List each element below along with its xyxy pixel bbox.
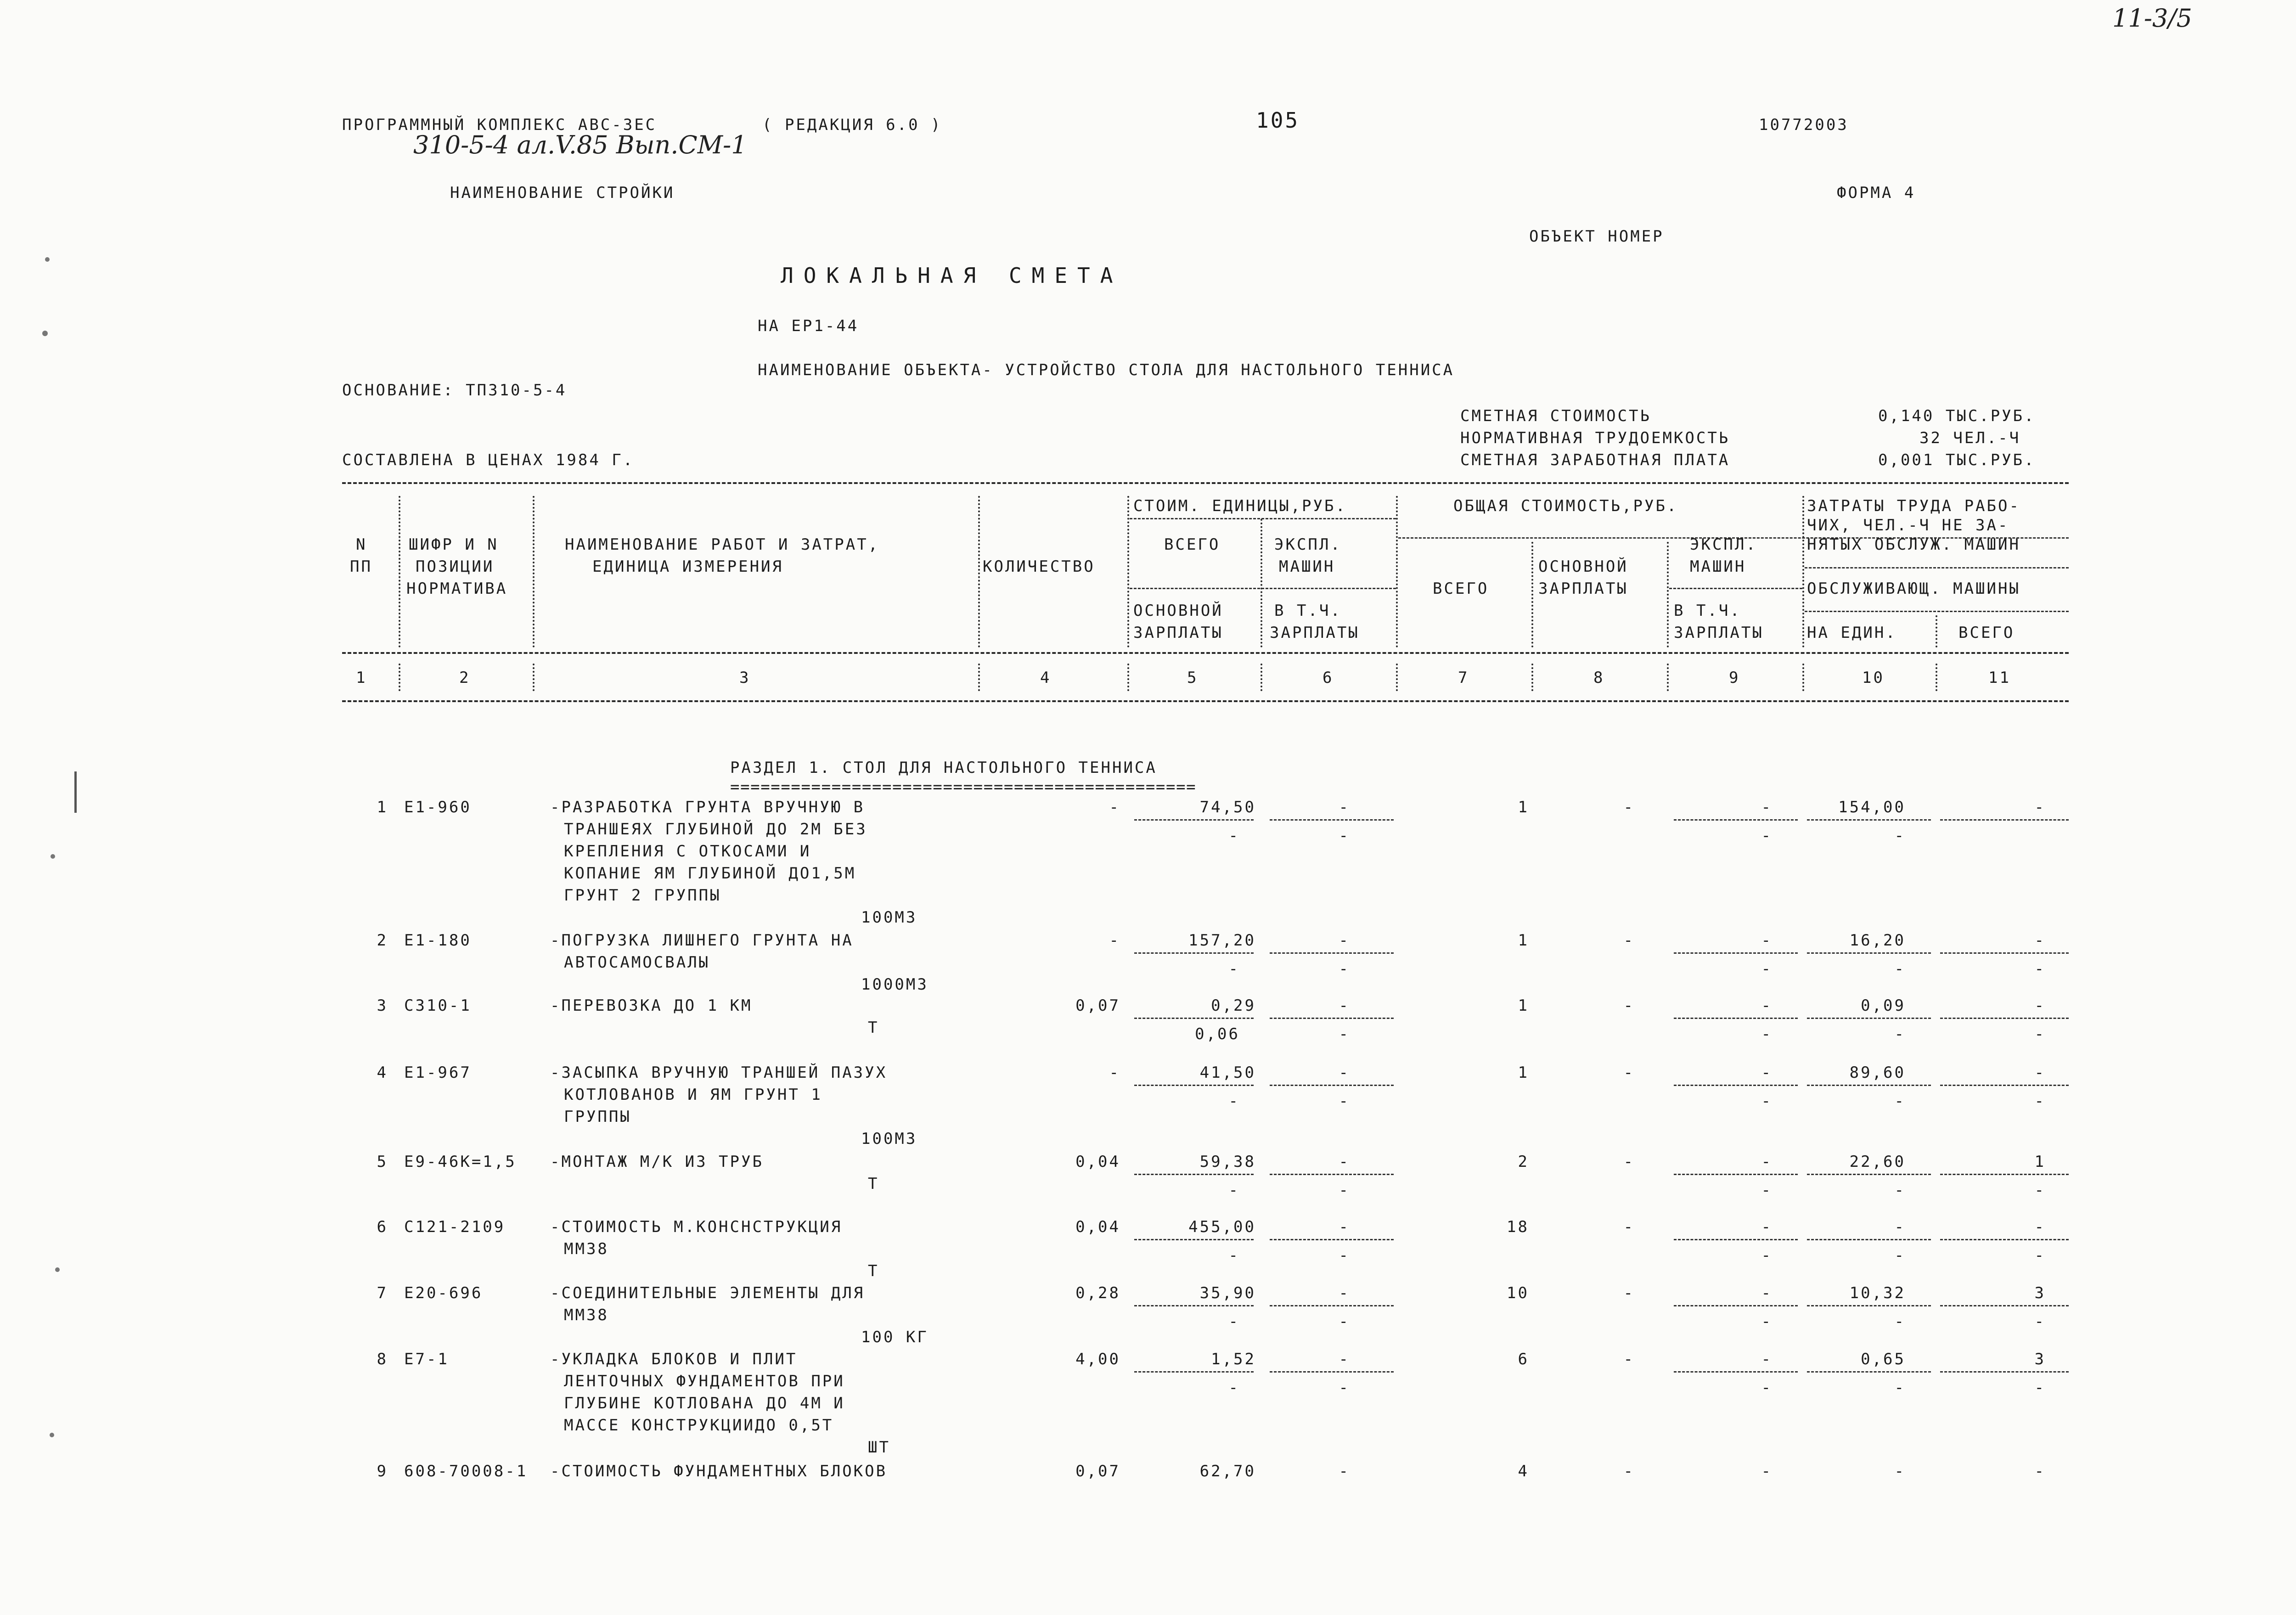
section-underline: ============================================== — [730, 778, 1197, 796]
row-number: 3 — [377, 996, 388, 1015]
cell-subrule — [1940, 1174, 2069, 1175]
hdr-total-ekspl: ЭКСПЛ. — [1690, 535, 1757, 554]
hdr-total-zarplaty-2: ЗАРПЛАТЫ — [1674, 624, 1764, 642]
object-name: НАИМЕНОВАНИЕ ОБЪЕКТА- УСТРОЙСТВО СТОЛА ДЛЯ НАСТОЛЬНОГО ТЕННИСА — [758, 361, 1455, 379]
row-number: 6 — [377, 1218, 388, 1236]
colnum-4: 4 — [1040, 669, 1052, 687]
cell-subrule — [1940, 1018, 2069, 1019]
cell-subrule — [1674, 1174, 1798, 1175]
hdr-total-vtch: В Т.Ч. — [1674, 602, 1741, 620]
cell-subrule — [1940, 1305, 2069, 1306]
row-labor-m-total: - — [2034, 1379, 2046, 1397]
row-code: С310-1 — [404, 996, 472, 1015]
sostavlena: СОСТАВЛЕНА В ЦЕНАХ 1984 Г. — [342, 451, 635, 469]
hdr-labor-2: ЧИХ, ЧЕЛ.-Ч НЕ ЗА- — [1807, 516, 2009, 535]
row-code: Е1-180 — [404, 931, 472, 950]
col-sep — [1936, 615, 1937, 647]
row-number: 8 — [377, 1350, 388, 1368]
cell-subrule — [1807, 819, 1931, 821]
row-total: 1 — [1518, 931, 1529, 950]
col-sep — [1396, 664, 1398, 691]
scan-speck — [51, 854, 55, 859]
hdr-unit-cost: СТОИМ. ЕДИНИЦЫ,РУБ. — [1133, 497, 1347, 515]
col-sep — [399, 664, 400, 691]
row-total-wage: - — [1623, 931, 1635, 950]
cell-subrule — [1940, 1085, 2069, 1086]
row-name-line: -РАЗРАБОТКА ГРУНТА ВРУЧНУЮ В — [550, 798, 865, 816]
hdr-total-zarplaty: ЗАРПЛАТЫ — [1538, 580, 1628, 598]
hdr-n: N — [356, 535, 367, 554]
row-qty: - — [1109, 1064, 1120, 1082]
col-sep — [1531, 664, 1533, 691]
hdr-pp: ПП — [350, 557, 372, 576]
row-total-wage: - — [1623, 798, 1635, 816]
row-unit-total: 35,90 — [1199, 1284, 1256, 1302]
row-unit-vtch: - — [1339, 960, 1350, 978]
row-total: 4 — [1518, 1462, 1529, 1480]
row-unit-mach: - — [1339, 1462, 1350, 1480]
row-qty: 0,28 — [1075, 1284, 1120, 1302]
row-unit-mach: - — [1339, 1350, 1350, 1368]
row-labor-unit: - — [1894, 1462, 1906, 1480]
header-subrule — [1805, 611, 2069, 612]
row-total-wage: - — [1623, 1218, 1635, 1236]
row-name-line: -СОЕДИНИТЕЛЬНЫЕ ЭЛЕМЕНТЫ ДЛЯ — [550, 1284, 865, 1302]
header-subrule — [1130, 588, 1396, 589]
row-labor-unit: 154,00 — [1838, 798, 1906, 816]
header-subrule — [1805, 567, 2069, 568]
row-name-line: -МОНТАЖ М/К ИЗ ТРУБ — [550, 1153, 764, 1171]
row-labor-m-unit: - — [1894, 1379, 1906, 1397]
row-code: Е7-1 — [404, 1350, 449, 1368]
cell-subrule — [1134, 1239, 1254, 1240]
row-labor-m-total: - — [2034, 1181, 2046, 1199]
cell-subrule — [1807, 1174, 1931, 1175]
row-total-mach: - — [1761, 1462, 1773, 1480]
row-unit: Т — [868, 1019, 879, 1037]
row-name-line: МАССЕ КОНСТРУКЦИИДО 0,5Т — [564, 1416, 834, 1435]
row-total-vtch: - — [1761, 827, 1773, 845]
handwritten-reference: 310-5-4 ал.V.85 Вып.СМ-1 — [413, 130, 747, 159]
row-total-vtch: - — [1761, 1181, 1773, 1199]
cell-subrule — [1270, 1018, 1394, 1019]
colnum-2: 2 — [459, 669, 471, 687]
col-sep — [1936, 664, 1937, 691]
row-number: 1 — [377, 798, 388, 816]
col-sep — [1261, 519, 1262, 647]
row-labor-total: - — [2034, 1064, 2046, 1082]
row-labor-m-unit: - — [1894, 1246, 1906, 1265]
row-labor-m-total: - — [2034, 960, 2046, 978]
summary-value-wage: 0,001 ТЫС.РУБ. — [1878, 451, 2036, 469]
row-labor-total: - — [2034, 1218, 2046, 1236]
row-total: 10 — [1507, 1284, 1529, 1302]
section-title: РАЗДЕЛ 1. СТОЛ ДЛЯ НАСТОЛЬНОГО ТЕННИСА — [730, 759, 1157, 777]
row-code: 608-70008-1 — [404, 1462, 528, 1480]
row-total: 18 — [1507, 1218, 1529, 1236]
row-unit-total: 62,70 — [1199, 1462, 1256, 1480]
row-labor-unit: 0,09 — [1861, 996, 1906, 1015]
hdr-labor-4: ОБСЛУЖИВАЮЩ. МАШИНЫ — [1807, 580, 2020, 598]
cell-subrule — [1134, 952, 1254, 954]
hdr-unit-ekspl: ЭКСПЛ. — [1274, 535, 1342, 554]
hdr-total-vsego: ВСЕГО — [1433, 580, 1489, 598]
row-unit-wage: - — [1228, 1092, 1240, 1110]
row-code: Е20-696 — [404, 1284, 483, 1302]
row-labor-m-total: - — [2034, 1312, 2046, 1331]
corner-mark: 11-3/5 — [2112, 4, 2192, 33]
row-labor-total: - — [2034, 931, 2046, 950]
row-name-line: ММ38 — [564, 1306, 609, 1324]
row-total-mach: - — [1761, 1350, 1773, 1368]
cell-subrule — [1940, 952, 2069, 954]
cell-subrule — [1134, 1371, 1254, 1373]
cell-subrule — [1270, 952, 1394, 954]
hdr-labor-3: НЯТЫХ ОБСЛУЖ. МАШИН — [1807, 535, 2020, 554]
row-number: 5 — [377, 1153, 388, 1171]
row-qty: 0,07 — [1075, 1462, 1120, 1480]
row-unit-mach: - — [1339, 931, 1350, 950]
row-unit: 100М3 — [861, 1130, 917, 1148]
cell-subrule — [1674, 1085, 1798, 1086]
cell-subrule — [1134, 1085, 1254, 1086]
col-sep — [1802, 664, 1804, 691]
row-total-wage: - — [1623, 996, 1635, 1015]
cell-subrule — [1270, 1174, 1394, 1175]
scan-speck — [42, 331, 48, 336]
form-label: ФОРМА 4 — [1837, 184, 1916, 202]
osnovanie: ОСНОВАНИЕ: ТП310-5-4 — [342, 381, 567, 400]
cell-subrule — [1807, 1305, 1931, 1306]
row-labor-unit: 16,20 — [1849, 931, 1906, 950]
row-name-line: ГЛУБИНЕ КОТЛОВАНА ДО 4М И — [564, 1394, 845, 1412]
row-qty: 0,04 — [1075, 1218, 1120, 1236]
row-unit: Т — [868, 1175, 879, 1193]
row-total-wage: - — [1623, 1153, 1635, 1171]
hdr-shifr-1: ШИФР И N — [409, 535, 499, 554]
row-unit-total: 74,50 — [1199, 798, 1256, 816]
row-unit-wage: - — [1228, 1181, 1240, 1199]
hdr-unit-mashin: МАШИН — [1279, 557, 1335, 576]
row-total: 2 — [1518, 1153, 1529, 1171]
cell-subrule — [1270, 1085, 1394, 1086]
row-labor-unit: - — [1894, 1218, 1906, 1236]
colnum-6: 6 — [1322, 669, 1334, 687]
row-labor-unit: 10,32 — [1849, 1284, 1906, 1302]
row-total-mach: - — [1761, 798, 1773, 816]
row-total-vtch: - — [1761, 1246, 1773, 1265]
row-total-mach: - — [1761, 1284, 1773, 1302]
row-total: 1 — [1518, 798, 1529, 816]
row-name-line: КРЕПЛЕНИЯ С ОТКОСАМИ И — [564, 842, 811, 861]
hdr-unit-osnovnoy: ОСНОВНОЙ — [1133, 602, 1223, 620]
row-labor-total: - — [2034, 1462, 2046, 1480]
cell-subrule — [1674, 1239, 1798, 1240]
row-total-vtch: - — [1761, 960, 1773, 978]
colnum-10: 10 — [1862, 669, 1885, 687]
cell-subrule — [1807, 1239, 1931, 1240]
hdr-total-cost: ОБЩАЯ СТОИМОСТЬ,РУБ. — [1453, 497, 1678, 515]
header-subrule — [1669, 588, 1802, 589]
cell-subrule — [1134, 1018, 1254, 1019]
colnum-9: 9 — [1729, 669, 1740, 687]
scan-speck — [55, 1267, 60, 1272]
col-sep — [978, 496, 980, 647]
table-top-rule — [342, 482, 2069, 484]
cell-subrule — [1807, 952, 1931, 954]
cell-subrule — [1134, 819, 1254, 821]
row-unit: Т — [868, 1262, 879, 1280]
cell-subrule — [1674, 1371, 1798, 1373]
row-unit-total: 455,00 — [1188, 1218, 1256, 1236]
cell-subrule — [1134, 1174, 1254, 1175]
cell-subrule — [1674, 1018, 1798, 1019]
row-qty: - — [1109, 798, 1120, 816]
row-number: 7 — [377, 1284, 388, 1302]
row-name-line: КОТЛОВАНОВ И ЯМ ГРУНТ 1 — [564, 1086, 822, 1104]
row-unit-vtch: - — [1339, 1312, 1350, 1331]
row-number: 9 — [377, 1462, 388, 1480]
row-number: 2 — [377, 931, 388, 950]
row-unit: 100М3 — [861, 908, 917, 927]
hdr-shifr-2: ПОЗИЦИИ — [416, 557, 495, 576]
hdr-name-1: НАИМЕНОВАНИЕ РАБОТ И ЗАТРАТ, — [565, 535, 880, 554]
row-total-vtch: - — [1761, 1092, 1773, 1110]
row-unit-vtch: - — [1339, 1246, 1350, 1265]
row-labor-m-total: - — [2034, 1025, 2046, 1043]
row-total-wage: - — [1623, 1284, 1635, 1302]
row-name-line: -ПОГРУЗКА ЛИШНЕГО ГРУНТА НА — [550, 931, 854, 950]
row-unit-mach: - — [1339, 1153, 1350, 1171]
stroyka-label: НАИМЕНОВАНИЕ СТРОЙКИ — [450, 184, 675, 202]
row-unit-total: 59,38 — [1199, 1153, 1256, 1171]
row-labor-m-unit: - — [1894, 827, 1906, 845]
table-header-rule — [342, 652, 2069, 654]
cell-subrule — [1674, 819, 1798, 821]
row-labor-total: - — [2034, 798, 2046, 816]
scan-mark — [74, 771, 77, 813]
hdr-labor-unit: НА ЕДИН. — [1807, 624, 1897, 642]
cell-subrule — [1674, 952, 1798, 954]
row-code: Е1-960 — [404, 798, 472, 816]
cell-subrule — [1270, 819, 1394, 821]
col-sep — [1127, 496, 1129, 647]
row-unit-total: 1,52 — [1211, 1350, 1256, 1368]
col-sep — [1396, 496, 1398, 647]
col-sep — [533, 664, 535, 691]
cell-subrule — [1270, 1239, 1394, 1240]
row-labor-total: - — [2034, 996, 2046, 1015]
summary-value-labor: 32 ЧЕЛ.-Ч — [1919, 429, 2021, 447]
edition-label: ( РЕДАКЦИЯ 6.0 ) — [762, 116, 942, 134]
row-code: Е1-967 — [404, 1064, 472, 1082]
hdr-total-mashin: МАШИН — [1690, 557, 1746, 576]
row-total-wage: - — [1623, 1462, 1635, 1480]
row-unit-wage: - — [1228, 960, 1240, 978]
col-sep — [1261, 664, 1262, 691]
row-unit-mach: - — [1339, 798, 1350, 816]
row-unit-vtch: - — [1339, 1379, 1350, 1397]
hdr-unit-vtch: В Т.Ч. — [1274, 602, 1342, 620]
na-label: НА ЕР1-44 — [758, 317, 859, 335]
doc-number: 10772003 — [1759, 116, 1849, 134]
row-total: 6 — [1518, 1350, 1529, 1368]
row-unit-wage: - — [1228, 1246, 1240, 1265]
row-unit-vtch: - — [1339, 1092, 1350, 1110]
col-sep — [1802, 496, 1804, 647]
cell-subrule — [1134, 1305, 1254, 1306]
row-labor-total: 3 — [2034, 1284, 2046, 1302]
cell-subrule — [1674, 1305, 1798, 1306]
hdr-total-osnovnoy: ОСНОВНОЙ — [1538, 557, 1628, 576]
cell-subrule — [1807, 1018, 1931, 1019]
colnum-7: 7 — [1458, 669, 1469, 687]
row-name-line: ГРУНТ 2 ГРУППЫ — [564, 886, 721, 905]
row-labor-m-unit: - — [1894, 1025, 1906, 1043]
program-label: ПРОГРАММНЫЙ КОМПЛЕКС АВС-3ЕС — [342, 116, 657, 134]
row-labor-m-unit: - — [1894, 1181, 1906, 1199]
object-number-label: ОБЪЕКТ НОМЕР — [1529, 227, 1664, 246]
table-colnum-rule — [342, 700, 2069, 702]
row-labor-total: 1 — [2034, 1153, 2046, 1171]
page-number: 105 — [1256, 108, 1300, 133]
row-total-vtch: - — [1761, 1379, 1773, 1397]
summary-label-labor: НОРМАТИВНАЯ ТРУДОЕМКОСТЬ — [1460, 429, 1730, 447]
row-code: Е9-46К=1,5 — [404, 1153, 517, 1171]
row-number: 4 — [377, 1064, 388, 1082]
row-name-line: АВТОСАМОСВАЛЫ — [564, 953, 710, 972]
row-unit-mach: - — [1339, 996, 1350, 1015]
row-unit-mach: - — [1339, 1064, 1350, 1082]
row-unit-total: 157,20 — [1188, 931, 1256, 950]
row-qty: 4,00 — [1075, 1350, 1120, 1368]
row-unit-wage: 0,06 — [1195, 1025, 1240, 1043]
row-name-line: -СТОИМОСТЬ М.КОНСНСТРУКЦИЯ — [550, 1218, 843, 1236]
col-sep — [1531, 542, 1533, 647]
row-total-mach: - — [1761, 931, 1773, 950]
row-total-wage: - — [1623, 1350, 1635, 1368]
row-unit-vtch: - — [1339, 1181, 1350, 1199]
colnum-1: 1 — [356, 669, 367, 687]
row-labor-total: 3 — [2034, 1350, 2046, 1368]
row-code: С121-2109 — [404, 1218, 506, 1236]
row-total-mach: - — [1761, 1064, 1773, 1082]
row-labor-m-unit: - — [1894, 960, 1906, 978]
col-sep — [1667, 542, 1669, 647]
cell-subrule — [1940, 1239, 2069, 1240]
hdr-labor-1: ЗАТРАТЫ ТРУДА РАБО- — [1807, 497, 2020, 515]
col-sep — [1667, 664, 1669, 691]
row-unit-mach: - — [1339, 1218, 1350, 1236]
col-sep — [1127, 664, 1129, 691]
hdr-unit-vsego: ВСЕГО — [1164, 535, 1221, 554]
row-total-vtch: - — [1761, 1025, 1773, 1043]
row-unit-wage: - — [1228, 1312, 1240, 1331]
hdr-unit-zarplaty: ЗАРПЛАТЫ — [1133, 624, 1223, 642]
row-labor-m-total: - — [2034, 1092, 2046, 1110]
row-name-line: ТРАНШЕЯХ ГЛУБИНОЙ ДО 2М БЕЗ — [564, 820, 867, 838]
cell-subrule — [1940, 819, 2069, 821]
row-labor-m-unit: - — [1894, 1312, 1906, 1331]
row-unit-wage: - — [1228, 1379, 1240, 1397]
row-total: 1 — [1518, 996, 1529, 1015]
colnum-11: 11 — [1988, 669, 2011, 687]
row-labor-m-unit: - — [1894, 1092, 1906, 1110]
row-unit-total: 41,50 — [1199, 1064, 1256, 1082]
row-name-line: ММ38 — [564, 1240, 609, 1258]
row-qty: 0,07 — [1075, 996, 1120, 1015]
col-sep — [978, 664, 980, 691]
row-total-vtch: - — [1761, 1312, 1773, 1331]
row-qty: 0,04 — [1075, 1153, 1120, 1171]
cell-subrule — [1807, 1371, 1931, 1373]
colnum-5: 5 — [1187, 669, 1199, 687]
hdr-shifr-3: НОРМАТИВА — [406, 580, 508, 598]
row-name-line: -УКЛАДКА БЛОКОВ И ПЛИТ — [550, 1350, 798, 1368]
document-title: ЛОКАЛЬНАЯ СМЕТА — [781, 263, 1123, 288]
hdr-qty: КОЛИЧЕСТВО — [983, 557, 1095, 576]
scan-speck — [50, 1433, 54, 1437]
row-unit-vtch: - — [1339, 1025, 1350, 1043]
row-total-mach: - — [1761, 996, 1773, 1015]
row-unit: ШТ — [868, 1438, 890, 1457]
row-name-line: -СТОИМОСТЬ ФУНДАМЕНТНЫХ БЛОКОВ — [550, 1462, 888, 1480]
row-total-wage: - — [1623, 1064, 1635, 1082]
hdr-unit-zarplaty-2: ЗАРПЛАТЫ — [1270, 624, 1360, 642]
row-total-mach: - — [1761, 1218, 1773, 1236]
col-sep — [533, 496, 535, 647]
colnum-8: 8 — [1593, 669, 1605, 687]
row-name-line: ЛЕНТОЧНЫХ ФУНДАМЕНТОВ ПРИ — [564, 1372, 845, 1390]
scan-speck — [45, 257, 50, 262]
row-name-line: -ЗАСЫПКА ВРУЧНУЮ ТРАНШЕЙ ПАЗУХ — [550, 1064, 888, 1082]
row-total: 1 — [1518, 1064, 1529, 1082]
row-labor-unit: 89,60 — [1849, 1064, 1906, 1082]
cell-subrule — [1940, 1371, 2069, 1373]
row-unit: 1000М3 — [861, 975, 929, 994]
row-labor-unit: 0,65 — [1861, 1350, 1906, 1368]
summary-value-cost: 0,140 ТЫС.РУБ. — [1878, 407, 2036, 425]
hdr-name-2: ЕДИНИЦА ИЗМЕРЕНИЯ — [592, 557, 783, 576]
col-sep — [399, 496, 400, 647]
summary-label-cost: СМЕТНАЯ СТОИМОСТЬ — [1460, 407, 1651, 425]
row-unit-mach: - — [1339, 1284, 1350, 1302]
cell-subrule — [1807, 1085, 1931, 1086]
row-name-line: КОПАНИЕ ЯМ ГЛУБИНОЙ ДО1,5М — [564, 864, 856, 883]
hdr-labor-total: ВСЕГО — [1958, 624, 2015, 642]
cell-subrule — [1270, 1305, 1394, 1306]
row-qty: - — [1109, 931, 1120, 950]
cell-subrule — [1270, 1371, 1394, 1373]
row-name-line: ГРУППЫ — [564, 1108, 631, 1126]
summary-label-wage: СМЕТНАЯ ЗАРАБОТНАЯ ПЛАТА — [1460, 451, 1730, 469]
colnum-3: 3 — [739, 669, 751, 687]
row-unit: 100 КГ — [861, 1328, 929, 1346]
row-name-line: -ПЕРЕВОЗКА ДО 1 КМ — [550, 996, 753, 1015]
row-labor-unit: 22,60 — [1849, 1153, 1906, 1171]
header-subrule — [1130, 518, 1396, 519]
row-unit-wage: - — [1228, 827, 1240, 845]
row-labor-m-total: - — [2034, 1246, 2046, 1265]
row-unit-total: 0,29 — [1211, 996, 1256, 1015]
row-unit-vtch: - — [1339, 827, 1350, 845]
row-total-mach: - — [1761, 1153, 1773, 1171]
